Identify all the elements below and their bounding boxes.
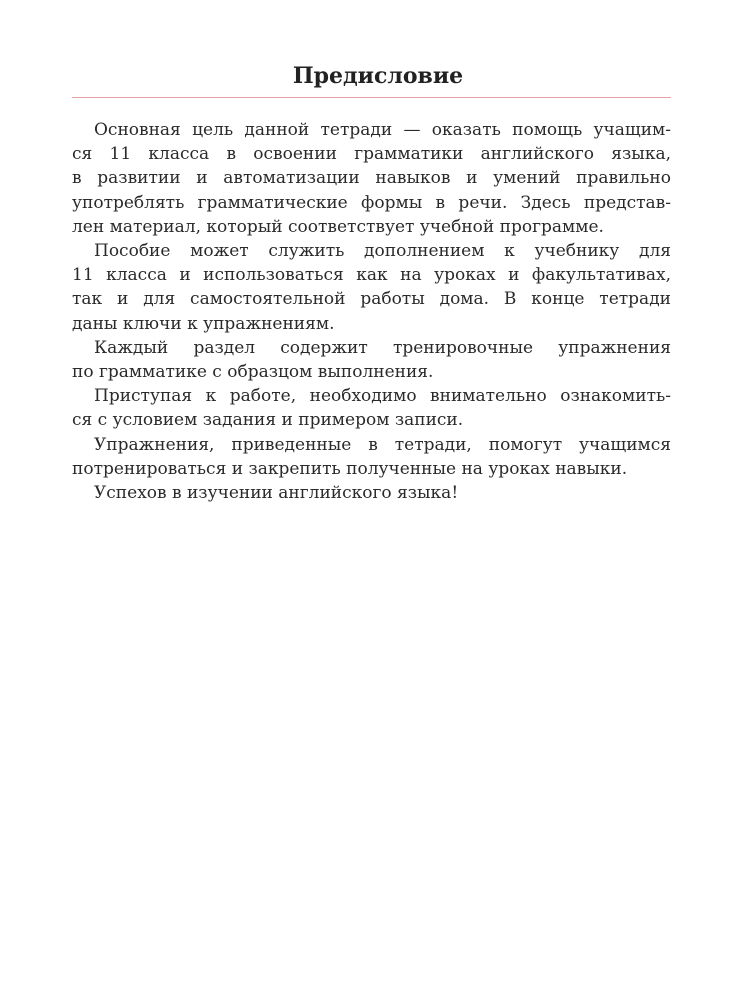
paragraph-5 (72, 433, 671, 481)
text-line: Основная цель данной тетради — оказать помощь учащим- (94, 120, 671, 140)
title-divider (72, 97, 671, 98)
preface-body (72, 118, 671, 505)
text-line: по грамматике с образцом выполнения. (72, 362, 434, 383)
text-line: Каждый раздел содержит тренировочные упражнения (94, 337, 671, 358)
page-title: Предисловие (292, 63, 464, 89)
text-line: 11 класса и использоваться как на уроках и факультативах, (72, 265, 671, 286)
text-line: в развитии и автоматизации навыков и умений правильно (72, 168, 671, 189)
paragraph-1 (72, 118, 671, 239)
paragraph-3 (72, 336, 671, 384)
text-line: Пособие может служить дополнением к учебнику для (94, 241, 671, 262)
paragraph-4 (72, 384, 671, 432)
text-line: Успехов в изучении английского языка! (94, 483, 459, 504)
text-line: ся 11 класса в освоении грамматики английского языка, (72, 144, 671, 165)
text-line: лен материал, который соответствует учебной программе. (72, 216, 604, 237)
text-line: Упражнения, приведенные в тетради, помогут учащимся (94, 434, 671, 455)
text-line: так и для самостоятельной работы дома. В конце тетради (72, 289, 671, 310)
text-line: употреблять грамматические формы в речи. Здесь представ- (72, 192, 671, 213)
text-line: потренироваться и закрепить полученные на уроках навыки. (72, 458, 628, 479)
text-line: ся с условием задания и примером записи. (72, 410, 464, 431)
text-line: даны ключи к упражнениям. (72, 313, 335, 334)
text-line: Приступая к работе, необходимо внимательно ознакомить- (94, 386, 671, 407)
paragraph-6 (72, 481, 671, 505)
paragraph-2 (72, 239, 671, 336)
